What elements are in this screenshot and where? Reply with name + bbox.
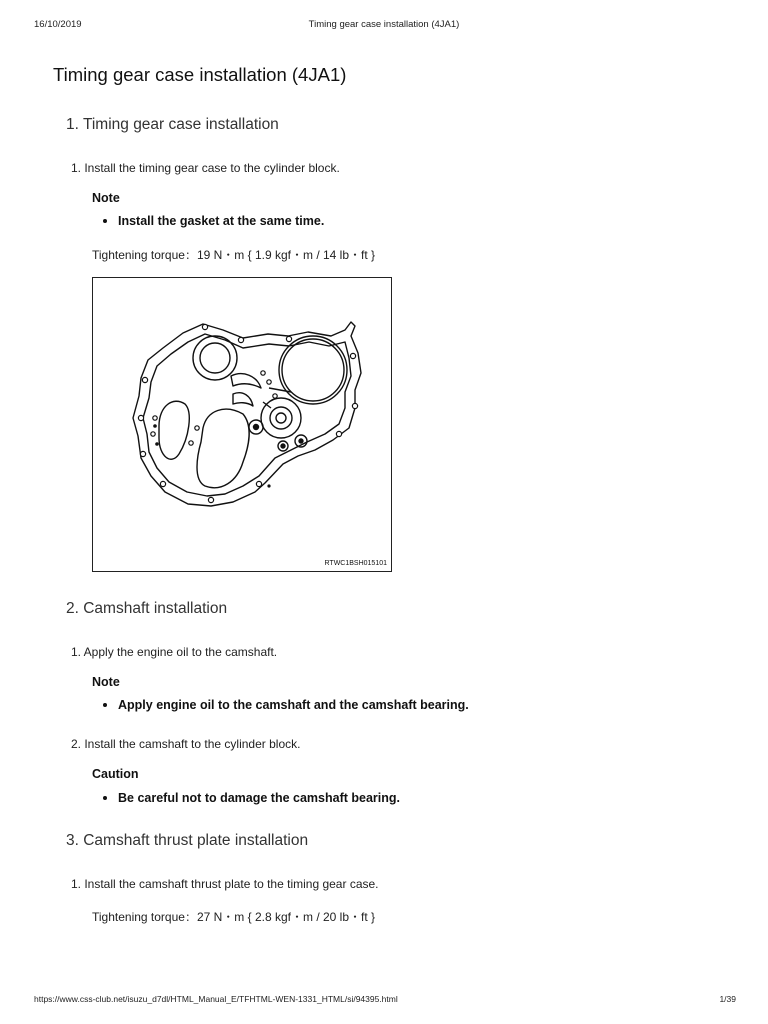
step-apply-engine-oil: 1. Apply the engine oil to the camshaft. xyxy=(71,645,278,659)
footer-page-number: 1/39 xyxy=(719,994,736,1004)
section-heading-thrust-plate: 3. Camshaft thrust plate installation xyxy=(66,832,309,849)
note-bullet-engine-oil xyxy=(103,698,469,712)
note-bullet-text: Install the gasket at the same time. xyxy=(118,214,325,228)
step-install-thrust-plate: 1. Install the camshaft thrust plate to the timing gear case. xyxy=(71,877,379,891)
tightening-torque-27: Tightening torque：27 N・m { 2.8 kgf・m / 20 lb・ft } xyxy=(92,910,376,924)
bullet-dot-icon xyxy=(103,219,107,223)
step-install-camshaft: 2. Install the camshaft to the cylinder block. xyxy=(71,737,301,751)
figure-code: RTWC1BSH015101 xyxy=(324,560,387,567)
timing-gear-case-illustration-icon xyxy=(93,278,391,571)
note-label: Note xyxy=(92,675,120,689)
step-install-timing-gear-case: 1. Install the timing gear case to the cylinder block. xyxy=(71,161,340,175)
note-bullet-gasket xyxy=(103,214,324,228)
bullet-dot-icon xyxy=(103,796,107,800)
caution-bullet-bearing xyxy=(103,791,400,805)
caution-bullet-text: Be careful not to damage the camshaft bearing. xyxy=(118,791,401,805)
footer-url: https://www.css-club.net/isuzu_d7dl/HTML_Manual_E/TFHTML-WEN-1331_HTML/si/94395.html xyxy=(34,994,398,1004)
caution-label: Caution xyxy=(92,767,139,781)
timing-gear-case-figure xyxy=(92,277,392,572)
bullet-dot-icon xyxy=(103,703,107,707)
section-heading-camshaft: 2. Camshaft installation xyxy=(66,600,228,617)
note-bullet-text: Apply engine oil to the camshaft and the camshaft bearing. xyxy=(118,698,469,712)
page-title: Timing gear case installation (4JA1) xyxy=(53,64,347,85)
print-header-title: Timing gear case installation (4JA1) xyxy=(308,19,460,30)
tightening-torque-19: Tightening torque：19 N・m { 1.9 kgf・m / 14 lb・ft } xyxy=(92,248,376,262)
note-label: Note xyxy=(92,191,120,205)
print-date: 16/10/2019 xyxy=(34,19,82,30)
section-heading-timing-gear-case: 1. Timing gear case installation xyxy=(66,116,279,133)
